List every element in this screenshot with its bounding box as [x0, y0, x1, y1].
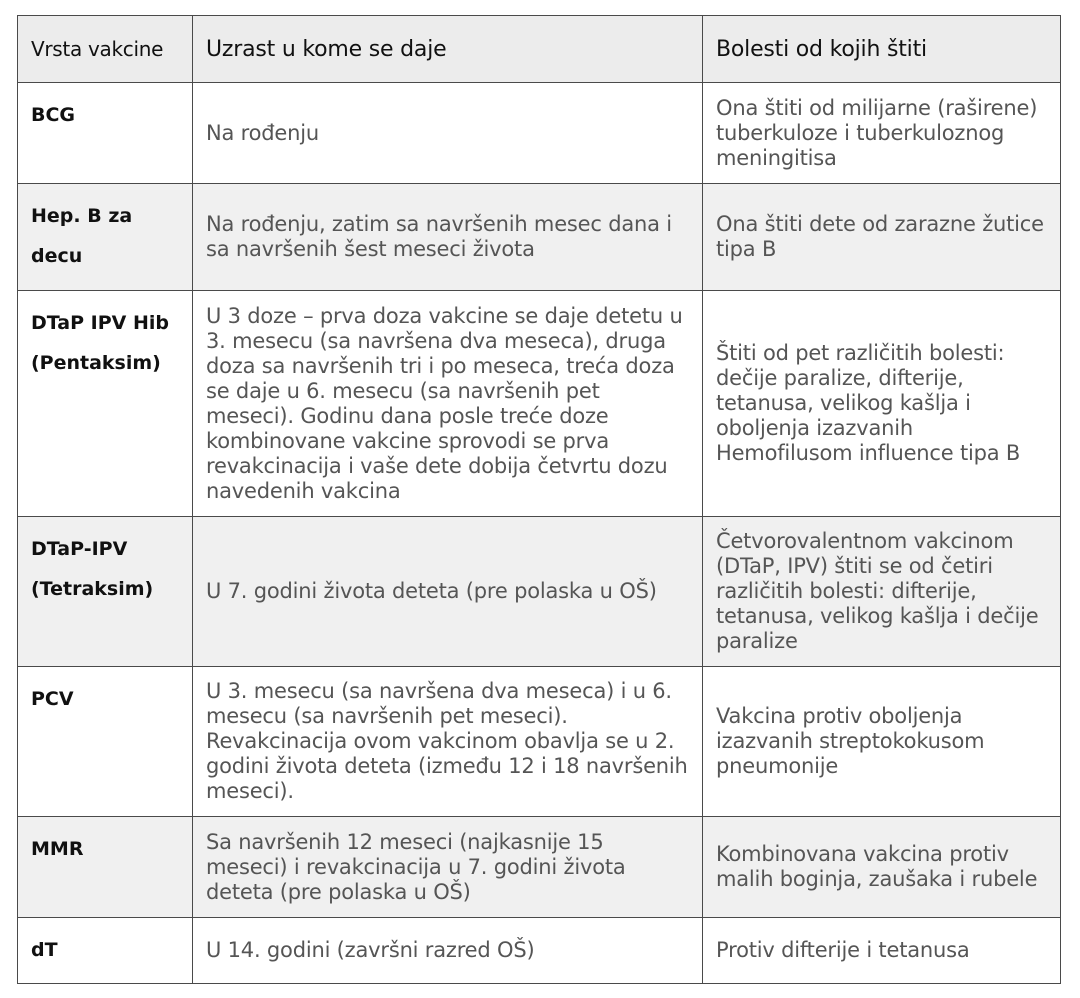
vaccine-protects: Ona štiti od milijarne (raširene) tuberkuloze i tuberkuloznog meningitisa: [703, 83, 1061, 184]
header-vaccine-type: Vrsta vakcine: [18, 16, 193, 83]
table-header-row: [18, 16, 1061, 83]
vaccine-name: MMR: [18, 817, 193, 918]
table-row: [18, 918, 1061, 984]
vaccine-name: PCV: [18, 667, 193, 817]
table-row: [18, 291, 1061, 517]
vaccine-age: Na rođenju, zatim sa navršenih mesec dana i sa navršenih šest meseci života: [193, 184, 703, 291]
vaccine-age: U 3 doze – prva doza vakcine se daje detetu u 3. mesecu (sa navršena dva meseca), druga doza sa navršenih tri i po meseca, treća doza se daje u 6. mesecu (sa navršenih pet meseci). Godinu dana posle treće doze kombinovane vakcine sprovodi se prva revakcinacija i vaše dete dobija četvrtu dozu navedenih vakcina: [193, 291, 703, 517]
vaccine-name: BCG: [18, 83, 193, 184]
header-protects-against: Bolesti od kojih štiti: [703, 16, 1061, 83]
vaccine-name: DTaP-IPV (Tetraksim): [18, 517, 193, 667]
table-row: [18, 83, 1061, 184]
vaccine-protects: Štiti od pet različitih bolesti: dečije paralize, difterije, tetanusa, velikog kašlja i oboljenja izazvanih Hemofilusom influence tipa B: [703, 291, 1061, 517]
vaccine-age: U 7. godini života deteta (pre polaska u OŠ): [193, 517, 703, 667]
vaccine-protects: Kombinovana vakcina protiv malih boginja, zaušaka i rubele: [703, 817, 1061, 918]
vaccine-protects: Četvorovalentnom vakcinom (DTaP, IPV) štiti se od četiri različitih bolesti: difterije, tetanusa, velikog kašlja i dečije paralize: [703, 517, 1061, 667]
vaccine-protects: Vakcina protiv oboljenja izazvanih streptokokusom pneumonije: [703, 667, 1061, 817]
table-row: [18, 517, 1061, 667]
vaccine-protects: Protiv difterije i tetanusa: [703, 918, 1061, 984]
vaccine-table: [17, 15, 1061, 984]
table-row: [18, 817, 1061, 918]
vaccine-age: U 14. godini (završni razred OŠ): [193, 918, 703, 984]
header-age: Uzrast u kome se daje: [193, 16, 703, 83]
vaccine-name: Hep. B za decu: [18, 184, 193, 291]
vaccine-age: U 3. mesecu (sa navršena dva meseca) i u 6. mesecu (sa navršenih pet meseci). Revakcinacija ovom vakcinom obavlja se u 2. godini života deteta (između 12 i 18 navršenih meseci).: [193, 667, 703, 817]
table-row: [18, 184, 1061, 291]
vaccine-name: dT: [18, 918, 193, 984]
vaccine-name: DTaP IPV Hib (Pentaksim): [18, 291, 193, 517]
vaccine-age: Sa navršenih 12 meseci (najkasnije 15 meseci) i revakcinacija u 7. godini života deteta (pre polaska u OŠ): [193, 817, 703, 918]
table-row: [18, 667, 1061, 817]
vaccine-protects: Ona štiti dete od zarazne žutice tipa B: [703, 184, 1061, 291]
vaccine-age: Na rođenju: [193, 83, 703, 184]
